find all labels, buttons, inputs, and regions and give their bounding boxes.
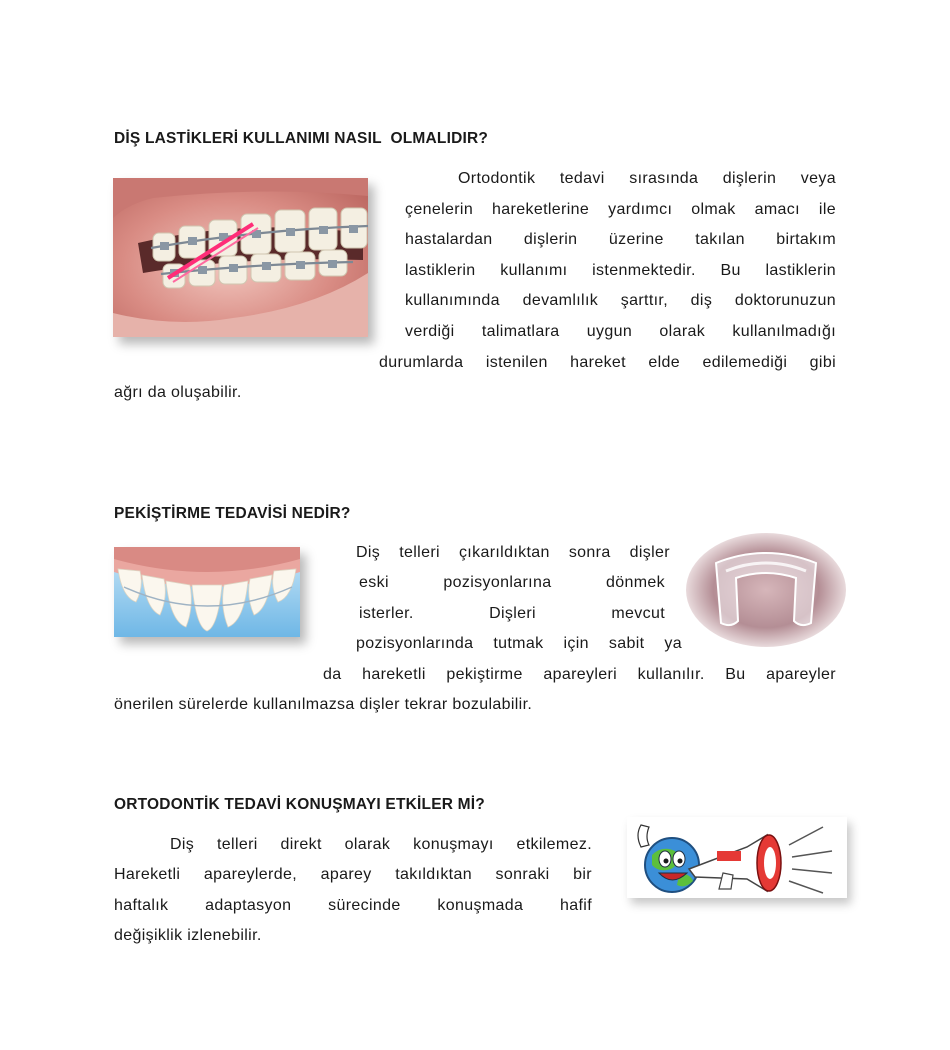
paragraph-line: durumlarda istenilen hareket elde edilemediği gibi xyxy=(379,354,836,371)
paragraph-line: pozisyonlarında tutmak için sabit ya xyxy=(356,635,682,652)
paragraph-line: Diş telleri çıkarıldıktan sonra dişler xyxy=(356,544,670,561)
heading-elastics: DİŞ LASTİKLERİ KULLANIMI NASIL OLMALIDIR? xyxy=(114,130,489,147)
paragraph-line: isterler. Dişleri mevcut xyxy=(359,605,665,622)
heading-retention: PEKİŞTİRME TEDAVİSİ NEDİR? xyxy=(114,505,351,522)
clear-retainer-photo xyxy=(686,533,846,647)
paragraph-line: Hareketli apareylerde, aparey takıldıktan sonraki bir xyxy=(114,866,592,883)
paragraph-line: kullanımında devamlılık şarttır, diş doktorunuzun xyxy=(405,292,836,309)
paragraph-line: hastalardan dişlerin üzerine takılan birtakım xyxy=(405,231,836,248)
braces-elastic-photo xyxy=(113,178,368,337)
paragraph-line: değişiklik izlenebilir. xyxy=(114,927,262,944)
paragraph-line: ağrı da oluşabilir. xyxy=(114,384,242,401)
paragraph-line: eski pozisyonlarına dönmek xyxy=(359,574,665,591)
paragraph-line: haftalık adaptasyon sürecinde konuşmada hafif xyxy=(114,897,592,914)
heading-speech: ORTODONTİK TEDAVİ KONUŞMAYI ETKİLER Mİ? xyxy=(114,796,485,813)
paragraph-line: önerilen sürelerde kullanılmazsa dişler tekrar bozulabilir. xyxy=(114,696,533,713)
paragraph-line: Diş telleri direkt olarak konuşmayı etkilemez. xyxy=(170,836,592,853)
paragraph-line: lastiklerin kullanımı istenmektedir. Bu lastiklerin xyxy=(405,262,836,279)
paragraph-line: verdiği talimatlara uygun olarak kullanılmadığı xyxy=(405,323,836,340)
globe-megaphone-illustration xyxy=(627,817,847,898)
retainer-teeth-photo xyxy=(114,547,300,637)
paragraph-line: da hareketli pekiştirme apareyleri kullanılır. Bu apareyler xyxy=(323,666,836,683)
paragraph-line: çenelerin hareketlerine yardımcı olmak amacı ile xyxy=(405,201,836,218)
paragraph-line: Ortodontik tedavi sırasında dişlerin veya xyxy=(458,170,836,187)
